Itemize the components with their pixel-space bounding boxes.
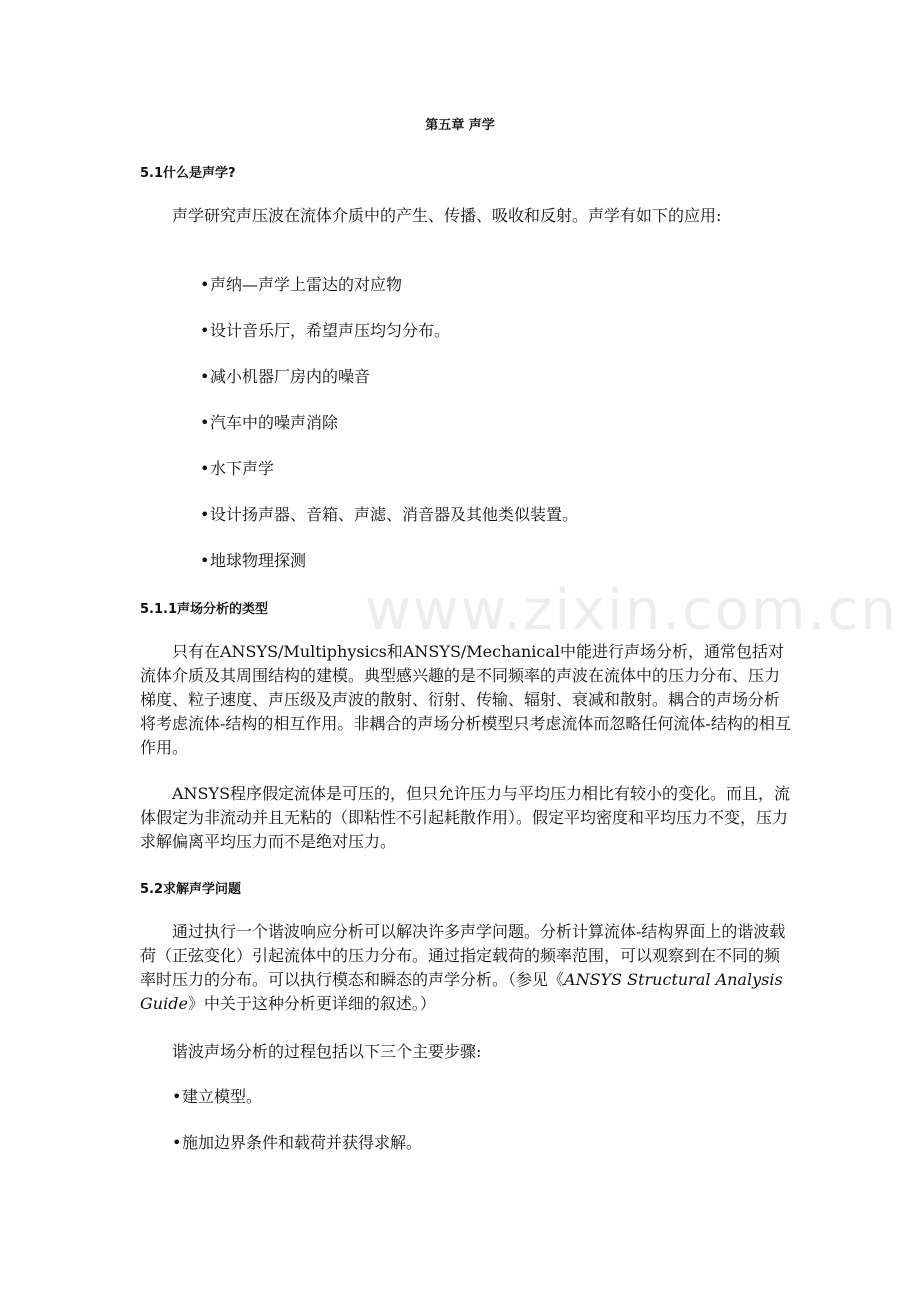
section-5-2-paragraph-2: 谐波声场分析的过程包括以下三个主要步骤:: [172, 1042, 482, 1061]
chapter-title: 第五章 声学: [425, 118, 495, 133]
list-item-text: 设计音乐厅，希望声压均匀分布。: [210, 321, 451, 340]
list-item-text: 声纳—声学上雷达的对应物: [210, 275, 403, 294]
list-item: [172, 1086, 262, 1108]
list-item: [200, 412, 338, 434]
list-item-text: 施加边界条件和载荷并获得求解。: [182, 1133, 423, 1152]
list-item-text: 地球物理探测: [210, 551, 307, 570]
list-item-text: 建立模型。: [182, 1087, 263, 1106]
list-item: [200, 274, 402, 296]
section-5-1-intro: 声学研究声压波在流体介质中的产生、传播、吸收和反射。声学有如下的应用:: [172, 206, 722, 225]
bullet-symbol: •: [200, 413, 210, 432]
watermark: www.zixin.com.cn: [365, 578, 898, 643]
list-item: [200, 550, 306, 572]
bullet-symbol: •: [172, 1087, 182, 1106]
bullet-symbol: •: [172, 1133, 182, 1152]
list-item-text: 汽车中的噪声消除: [210, 413, 339, 432]
section-5-1-1-paragraph-2: ANSYS程序假定流体是可压的，但只允许压力与平均压力相比有较小的变化。而且，流体假定为非流动并且无粘的（即粘性不引起耗散作用）。假定平均密度和平均压力不变，压力求解偏离平均压力而不是绝对压力。: [140, 784, 791, 851]
list-item: [200, 366, 370, 388]
list-item-text: 减小机器厂房内的噪音: [210, 367, 371, 386]
paragraph-text: 通过执行一个谐波响应分析可以解决许多声学问题。分析计算流体-结构界面上的谐波载荷（正弦变化）引起流体中的压力分布。通过指定载荷的频率范围，可以观察到在不同的频率时压力的分布。可以执行模态和瞬态的声学分析。（参见《: [140, 922, 786, 989]
list-item: [200, 504, 578, 526]
list-item: [200, 458, 274, 480]
bullet-symbol: •: [200, 321, 210, 340]
bullet-symbol: •: [200, 367, 210, 386]
bullet-symbol: •: [200, 505, 210, 524]
bullet-symbol: •: [200, 275, 210, 294]
section-5-1-1-paragraph-1: 只有在ANSYS/Multiphysics和ANSYS/Mechanical中能进行声场分析，通常包括对流体介质及其周围结构的建模。典型感兴趣的是不同频率的声波在流体中的压力分布、压力梯度、粒子速度、声压级及声波的散射、衍射、传输、辐射、衰减和散射。耦合的声场分析将考虑流体-结构的相互作用。非耦合的声场分析模型只考虑流体而忽略任何流体-结构的相互作用。: [140, 642, 791, 757]
guide-title: ANSYS Structural Analysis Guide: [140, 970, 783, 1013]
section-5-2-paragraph-1: [140, 920, 795, 1016]
section-heading-5-2: 5.2求解声学问题: [140, 882, 242, 897]
list-item-text: 设计扬声器、音箱、声滤、消音器及其他类似装置。: [210, 505, 579, 524]
bullet-symbol: •: [200, 551, 210, 570]
section-heading-5-1-1: 5.1.1声场分析的类型: [140, 602, 269, 617]
paragraph-text: 》中关于这种分析更详细的叙述。）: [187, 994, 436, 1013]
bullet-symbol: •: [200, 459, 210, 478]
list-item-text: 水下声学: [210, 459, 275, 478]
list-item: [200, 320, 450, 342]
section-heading-5-1: 5.1什么是声学?: [140, 166, 236, 181]
list-item: [172, 1132, 422, 1154]
